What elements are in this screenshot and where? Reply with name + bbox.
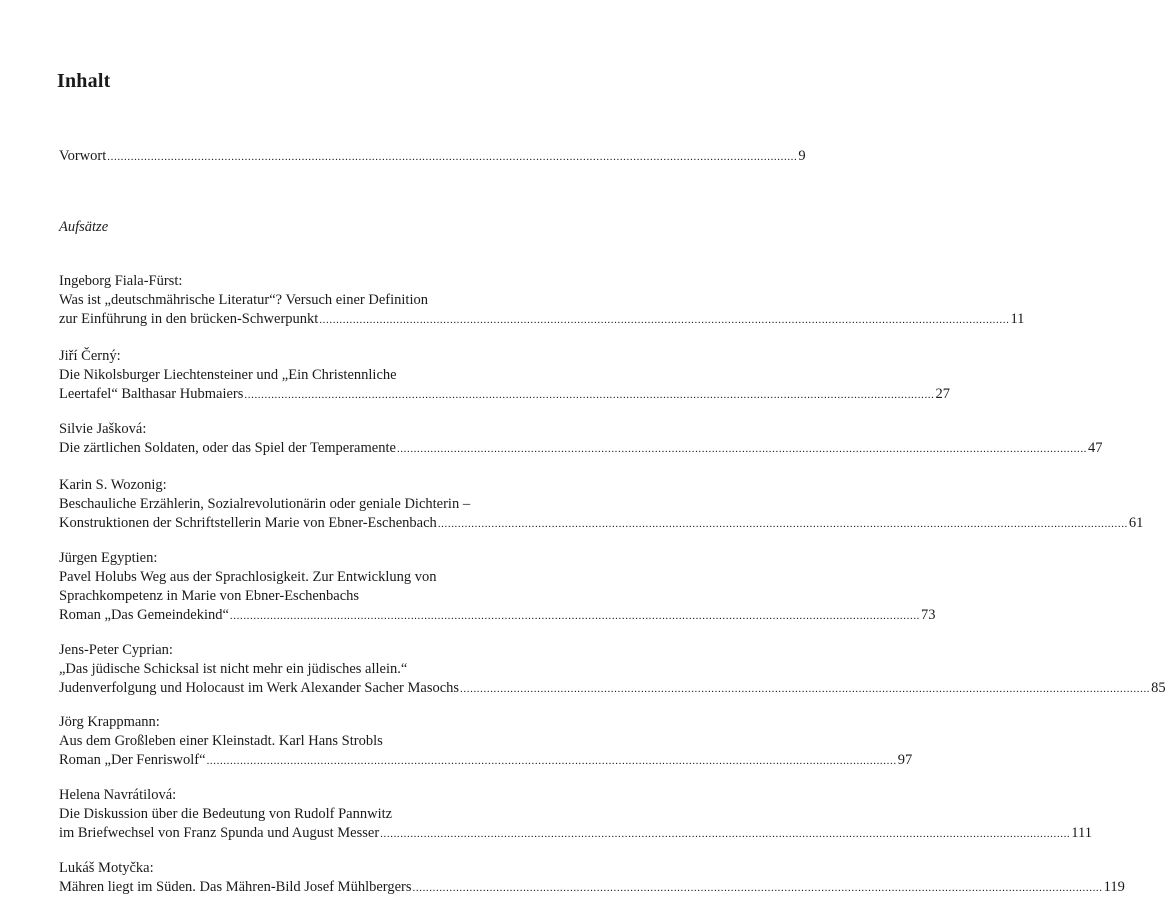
entry-title-line: Sprachkompetenz in Marie von Ebner-Eschenbachs [59,588,360,604]
entry-title-line: Die Nikolsburger Liechtensteiner und „Ein Christennliche [59,367,397,383]
leader-dots: .............................................................................................................................................................................................................. [396,443,1088,455]
leader-dots: .............................................................................................................................................................................................................. [437,518,1128,530]
toc-entry-preface [59,147,806,167]
leader-dots: .............................................................................................................................................................................................................. [319,314,1010,326]
entry-author: Jiří Černý: [59,348,121,364]
entry-page: 47 [1088,440,1103,456]
section-label: Aufsätze [59,219,109,235]
leader-dots: .............................................................................................................................................................................................................. [107,151,798,163]
page-title: Inhalt [57,70,111,92]
entry-page: 73 [921,607,936,623]
entry-page: 85 [1151,680,1166,696]
entry-author: Jürgen Egyptien: [59,550,158,566]
entry-title-last: Konstruktionen der Schriftstellerin Marie von Ebner-Eschenbach [59,515,437,531]
entry-author: Karin S. Wozonig: [59,477,167,493]
leader-dots: .............................................................................................................................................................................................................. [206,755,897,767]
leader-dots: .............................................................................................................................................................................................................. [380,828,1071,840]
toc-entry [59,679,1166,699]
leader-dots: .............................................................................................................................................................................................................. [412,882,1103,894]
entry-page: 111 [1071,825,1092,841]
entry-title-last: Leertafel“ Balthasar Hubmaiers [59,386,244,402]
entry-title-line: Die Diskussion über die Bedeutung von Rudolf Pannwitz [59,806,393,822]
toc-entry [59,878,1125,898]
entry-page: 27 [935,386,950,402]
entry-author: Lukáš Motyčka: [59,860,154,876]
toc-entry [59,514,1144,534]
toc-entry [59,824,1092,844]
entry-title-line: Pavel Holubs Weg aus der Sprachlosigkeit. Zur Entwicklung von [59,569,437,585]
entry-page: 11 [1010,311,1025,327]
entry-author: Jörg Krappmann: [59,714,160,730]
entry-page: 97 [897,752,913,768]
entry-author: Helena Navrátilová: [59,787,177,803]
toc-entry [59,751,913,771]
toc-entry [59,606,936,626]
entry-author: Silvie Jašková: [59,421,147,437]
leader-dots: .............................................................................................................................................................................................................. [460,683,1151,695]
leader-dots: .............................................................................................................................................................................................................. [229,610,921,622]
entry-author: Jens-Peter Cyprian: [59,642,173,658]
entry-author: Ingeborg Fiala-Fürst: [59,273,183,289]
entry-title-last: Roman „Das Gemeindekind“ [59,607,229,623]
toc-entry [59,385,950,405]
entry-title-last: zur Einführung in den brücken-Schwerpunkt [59,311,319,327]
entry-title-last: im Briefwechsel von Franz Spunda und August Messer [59,825,380,841]
entry-title-last: Mähren liegt im Süden. Das Mähren-Bild Josef Mühlbergers [59,879,412,895]
preface-title: Vorwort [59,148,107,164]
entry-title-line: Beschauliche Erzählerin, Sozialrevolutionärin oder geniale Dichterin – [59,496,471,512]
entry-title-last: Roman „Der Fenriswolf“ [59,752,206,768]
entry-title-line: „Das jüdische Schicksal ist nicht mehr ein jüdisches allein.“ [59,661,408,677]
entry-title-line: Was ist „deutschmährische Literatur“? Versuch einer Definition [59,292,428,308]
toc-entry [59,310,1025,330]
toc-entry [59,439,1103,459]
preface-page: 9 [798,148,806,164]
entry-title-last: Die zärtlichen Soldaten, oder das Spiel der Temperamente [59,440,396,456]
entry-page: 61 [1128,515,1144,531]
entry-title-line: Aus dem Großleben einer Kleinstadt. Karl Hans Strobls [59,733,383,749]
leader-dots: .............................................................................................................................................................................................................. [244,389,935,401]
entry-title-last: Judenverfolgung und Holocaust im Werk Alexander Sacher Masochs [59,680,460,696]
entry-page: 119 [1103,879,1125,895]
